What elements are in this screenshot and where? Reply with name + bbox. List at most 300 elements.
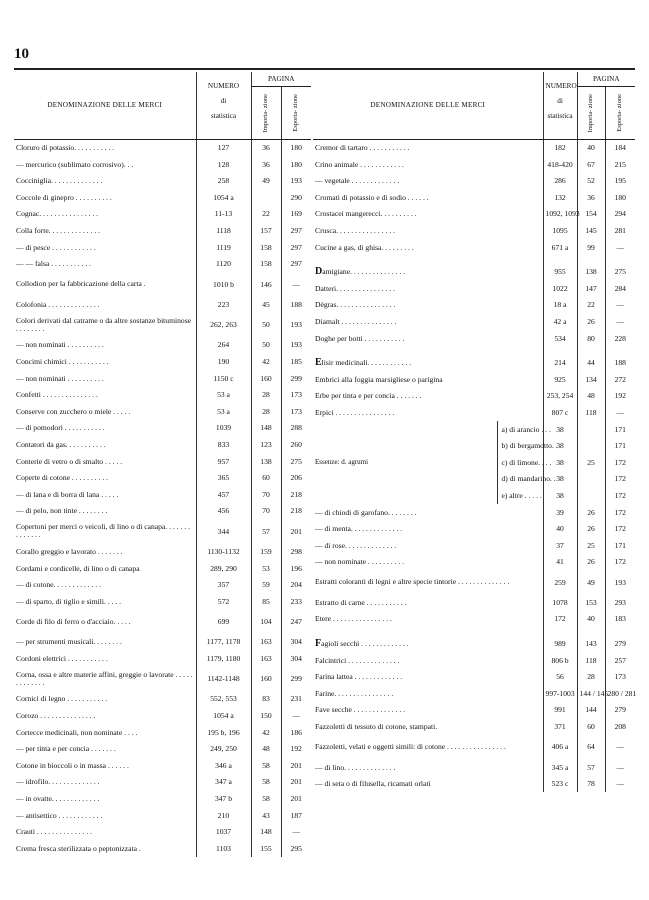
- entry-name: Crusca. . . . . . . . . . . . . . . .: [315, 226, 395, 236]
- entry-export-page: 172: [605, 487, 635, 504]
- entry-import-page: 22: [251, 206, 281, 223]
- entry-export-page: 183: [605, 611, 635, 628]
- entry-export-page: 172: [605, 471, 635, 488]
- entry-export-page: 218: [281, 503, 311, 520]
- entry-name: — non nominati . . . . . . . . . .: [16, 340, 104, 350]
- entry-export-page: 231: [281, 691, 311, 708]
- entry-import-page: 50: [251, 337, 281, 354]
- entry-number: 699: [196, 610, 251, 634]
- entry-export-page: 196: [281, 560, 311, 577]
- entry-import-page: [577, 628, 605, 636]
- entry-import-page: 160: [251, 667, 281, 691]
- table-row: [14, 256, 311, 273]
- entry-export-page: 169: [281, 206, 311, 223]
- entry-number: 195 b, 196: [196, 724, 251, 741]
- entry-import-page: 144 / 145: [577, 685, 605, 702]
- entry-export-page: 173: [605, 669, 635, 686]
- header-numero-label: NUMERO: [207, 82, 240, 90]
- entry-import-page: 52: [577, 173, 605, 190]
- entry-export-page: 247: [281, 610, 311, 634]
- table-row: [14, 650, 311, 667]
- table-row: [14, 296, 311, 313]
- header-name: DENOMINAZIONE DELLE MERCI: [313, 72, 543, 140]
- entry-import-page: 163: [251, 650, 281, 667]
- table-row: [14, 470, 311, 487]
- table-row: [313, 347, 635, 355]
- entry-name: Cromati di potassio e di sodio . . . . . .: [315, 192, 429, 202]
- entry-number: 347 a: [196, 774, 251, 791]
- entry-import-page: [577, 256, 605, 264]
- entry-number: 1039: [196, 420, 251, 437]
- entry-export-page: 218: [281, 486, 311, 503]
- entry-name: Embrici alla foggia marsigliese o parigina: [315, 374, 443, 384]
- header-importazione: Importa- zione: [251, 87, 281, 140]
- entry-name: — di lino. . . . . . . . . . . . . .: [315, 762, 396, 772]
- entry-name: Confetti . . . . . . . . . . . . . . .: [16, 390, 98, 400]
- entry-number: 262, 263: [196, 313, 251, 337]
- entry-name: — di pomodori . . . . . . . . . . .: [16, 423, 105, 433]
- entry-name: Cordoni elettrici . . . . . . . . . . .: [16, 653, 108, 663]
- entry-number: 38: [543, 471, 577, 488]
- table-row: [14, 741, 311, 758]
- entry-name: Cloruro di potassio. . . . . . . . . . .: [16, 143, 115, 153]
- entry-export-page: [605, 628, 635, 636]
- entry-export-page: 188: [281, 296, 311, 313]
- entry-number: 38: [543, 487, 577, 504]
- entry-import-page: 123: [251, 436, 281, 453]
- entry-export-page: 281: [605, 222, 635, 239]
- table-row: [313, 264, 635, 281]
- entry-name: Corozo . . . . . . . . . . . . . . .: [16, 711, 96, 721]
- entry-export-page: [605, 256, 635, 264]
- entry-name: Cocciniglia. . . . . . . . . . . . . .: [16, 176, 103, 186]
- entry-import-page: 143: [577, 636, 605, 653]
- entry-export-page: 257: [605, 652, 635, 669]
- entry-export-page: [605, 347, 635, 355]
- entry-export-page: 260: [281, 436, 311, 453]
- left-table: [14, 72, 311, 857]
- entry-import-page: 60: [251, 470, 281, 487]
- entry-name: — di menta. . . . . . . . . . . . . .: [315, 524, 403, 534]
- table-row: [14, 436, 311, 453]
- entry-export-page: 275: [281, 453, 311, 470]
- entry-name: Cornici di legno . . . . . . . . . . .: [16, 694, 108, 704]
- entry-name: Dégras. . . . . . . . . . . . . . . .: [315, 300, 396, 310]
- entry-number: 210: [196, 807, 251, 824]
- table-row: [14, 486, 311, 503]
- table-row: [313, 421, 635, 438]
- entry-import-page: 150: [251, 708, 281, 725]
- entry-export-page: —: [605, 239, 635, 256]
- entry-name: Conserve con zucchero o miele . . . . .: [16, 406, 131, 416]
- entry-name: Elisir medicinali. . . . . . . . . . . .: [315, 356, 412, 368]
- entry-number: 18 a: [543, 297, 577, 314]
- entry-name: Corallo greggio e lavorato . . . . . . .: [16, 546, 123, 556]
- entry-name: — in ovatte. . . . . . . . . . . . .: [16, 794, 100, 804]
- entry-export-page: 233: [281, 593, 311, 610]
- entry-import-page: 53: [251, 560, 281, 577]
- header-di: di: [220, 97, 227, 105]
- entry-number: 347 b: [196, 791, 251, 808]
- entry-number: 1130-1132: [196, 543, 251, 560]
- entry-name: Coccole di ginepro . . . . . . . . . .: [16, 192, 112, 202]
- entry-number: 344: [196, 519, 251, 543]
- entry-import-page: 57: [251, 519, 281, 543]
- entry-export-page: 192: [281, 741, 311, 758]
- entry-name: Crostacei mangerecci. . . . . . . . . .: [315, 209, 417, 219]
- entry-import-page: 25: [577, 537, 605, 554]
- essenze-item-name: c) di limone. . . .: [497, 454, 543, 471]
- entry-import-page: 67: [577, 156, 605, 173]
- entry-export-page: 195: [605, 173, 635, 190]
- entry-export-page: 184: [605, 140, 635, 157]
- entry-import-page: 48: [577, 388, 605, 405]
- entry-import-page: 154: [577, 206, 605, 223]
- entry-number: [543, 347, 577, 355]
- entry-name: Etere . . . . . . . . . . . . . . . .: [315, 614, 392, 624]
- entry-import-page: 42: [251, 724, 281, 741]
- entry-import-page: 158: [251, 256, 281, 273]
- table-row: [313, 313, 635, 330]
- section-initial: E: [315, 356, 322, 368]
- entry-export-page: 180: [281, 156, 311, 173]
- entry-import-page: 22: [577, 297, 605, 314]
- entry-name: Colla forte. . . . . . . . . . . . . .: [16, 226, 100, 236]
- entry-import-page: 36: [577, 189, 605, 206]
- table-row: [313, 521, 635, 538]
- entry-export-page: —: [605, 404, 635, 421]
- table-row: [313, 719, 635, 736]
- entry-number: 259: [543, 570, 577, 594]
- table-row: [313, 594, 635, 611]
- entry-export-page: 298: [281, 543, 311, 560]
- table-row: [313, 611, 635, 628]
- table-row: [313, 189, 635, 206]
- entry-import-page: 83: [251, 691, 281, 708]
- header-esportazione: Esporta- zione: [605, 87, 635, 140]
- entry-number: 38: [543, 454, 577, 471]
- entry-number: 1037: [196, 824, 251, 841]
- entry-name: Colori derivati dal catrame o da altre sostanze bituminose . . . . . . . .: [16, 315, 192, 333]
- entry-number: 671 a: [543, 239, 577, 256]
- entry-export-page: 193: [605, 570, 635, 594]
- entry-import-page: 146: [251, 272, 281, 296]
- table-row: [313, 628, 635, 636]
- entry-name: Diamalt . . . . . . . . . . . . . . .: [315, 316, 397, 326]
- entry-name: Conterie di vetro o di smalto . . . . .: [16, 456, 123, 466]
- entry-import-page: 70: [251, 503, 281, 520]
- entry-number: 572: [196, 593, 251, 610]
- entry-name: — di seta o di filusella, ricamati orlati: [315, 779, 431, 789]
- entry-export-page: 171: [605, 421, 635, 438]
- entry-name: Cotone in bioccoli o in massa . . . . . .: [16, 760, 129, 770]
- entry-import-page: 48: [251, 741, 281, 758]
- essenze-item-name: d) di mandarino. .: [497, 471, 543, 488]
- entry-export-page: 172: [605, 554, 635, 571]
- entry-export-page: 272: [605, 371, 635, 388]
- entry-name: Fazzoletti, velati e oggetti simili: di cotone . . . . . . . . . . . . . . . .: [315, 742, 506, 752]
- entry-number: 1119: [196, 239, 251, 256]
- entry-number: 128: [196, 156, 251, 173]
- section-initial: F: [315, 637, 322, 649]
- entry-export-page: 201: [281, 519, 311, 543]
- entry-number: 807 c: [543, 404, 577, 421]
- entry-number: 53 a: [196, 403, 251, 420]
- header-pagina: PAGINA: [577, 72, 635, 87]
- entry-export-page: —: [605, 313, 635, 330]
- page-number: 10: [14, 46, 29, 62]
- essenze-item-name: b) di bergamotto. .: [497, 438, 543, 455]
- entry-name: — di rose. . . . . . . . . . . . . .: [315, 540, 397, 550]
- entry-import-page: 148: [251, 420, 281, 437]
- entry-number: 253, 254: [543, 388, 577, 405]
- header-statistica: statistica: [210, 112, 237, 120]
- entry-name: Crema fresca sterilizzata o peptonizzata .: [16, 843, 141, 853]
- entry-name: — non nominati . . . . . . . . . .: [16, 373, 104, 383]
- entry-name: — di pesce . . . . . . . . . . . .: [16, 242, 96, 252]
- entry-export-page: 193: [281, 173, 311, 190]
- entry-number: 346 a: [196, 757, 251, 774]
- entry-name: — mercurico (sublimato corrosivo). . .: [16, 159, 134, 169]
- entry-export-page: 215: [605, 156, 635, 173]
- entry-number: 1177, 1178: [196, 634, 251, 651]
- entry-name: Concimi chimici . . . . . . . . . . .: [16, 356, 109, 366]
- table-row: [313, 759, 635, 776]
- entry-import-page: 28: [251, 387, 281, 404]
- entry-import-page: 64: [577, 735, 605, 759]
- entry-number: 345 a: [543, 759, 577, 776]
- entry-number: 286: [543, 173, 577, 190]
- table-row: [14, 370, 311, 387]
- entry-number: [543, 628, 577, 636]
- entry-name: Datteri. . . . . . . . . . . . . . . .: [315, 283, 395, 293]
- table-row: [313, 669, 635, 686]
- table-row: [14, 791, 311, 808]
- table-row: [14, 189, 311, 206]
- entry-name: Colofonia . . . . . . . . . . . . . .: [16, 299, 100, 309]
- entry-import-page: 58: [251, 774, 281, 791]
- entry-number: 1150 c: [196, 370, 251, 387]
- table-row: [313, 173, 635, 190]
- entry-number: 957: [196, 453, 251, 470]
- entry-name: Cremor di tartaro . . . . . . . . . . .: [315, 143, 410, 153]
- entry-name: Damigiane. . . . . . . . . . . . . . .: [315, 265, 406, 277]
- entry-import-page: 99: [577, 239, 605, 256]
- table-row: [313, 636, 635, 653]
- table-row: [14, 543, 311, 560]
- table-row: [14, 353, 311, 370]
- entry-import-page: 153: [577, 594, 605, 611]
- entry-import-page: 50: [251, 313, 281, 337]
- entry-export-page: 299: [281, 667, 311, 691]
- table-row: [14, 140, 311, 157]
- entry-import-page: 40: [577, 140, 605, 157]
- entry-export-page: 294: [605, 206, 635, 223]
- entry-import-page: 70: [251, 486, 281, 503]
- entry-name: Copertoni per merci o veicoli, di lino o di canapa. . . . . . . . . . . . . .: [16, 522, 190, 540]
- section-initial: D: [315, 265, 323, 277]
- table-row: [14, 222, 311, 239]
- table-row: [313, 504, 635, 521]
- header-esportazione: Esporta- zione: [281, 87, 311, 140]
- entry-export-page: —: [281, 708, 311, 725]
- entry-export-page: 279: [605, 636, 635, 653]
- entry-name: Erbe per tinta e per concia . . . . . . .: [315, 391, 422, 401]
- entry-name: — idrofilo. . . . . . . . . . . . . .: [16, 777, 100, 787]
- essenze-item-name: e) altre . . . . .: [497, 487, 543, 504]
- entry-import-page: 45: [251, 296, 281, 313]
- entry-export-page: 284: [605, 280, 635, 297]
- entry-export-page: 290: [281, 189, 311, 206]
- entry-export-page: 172: [605, 521, 635, 538]
- entry-number: 989: [543, 636, 577, 653]
- table-row: [313, 140, 635, 157]
- entry-number: 1118: [196, 222, 251, 239]
- entry-import-page: 26: [577, 313, 605, 330]
- entry-import-page: 42: [251, 353, 281, 370]
- entry-name: — per strumenti musicali. . . . . . . .: [16, 637, 122, 647]
- table-row: [313, 652, 635, 669]
- table-row: [14, 757, 311, 774]
- table-row: [14, 453, 311, 470]
- table-row: [313, 222, 635, 239]
- entry-name: [313, 347, 543, 355]
- entry-number: 132: [543, 189, 577, 206]
- table-row: [14, 239, 311, 256]
- entry-name: Estratto di carne . . . . . . . . . . .: [315, 597, 407, 607]
- entry-number: 1095: [543, 222, 577, 239]
- entry-import-page: 26: [577, 554, 605, 571]
- entry-number: 37: [543, 537, 577, 554]
- table-row: [14, 824, 311, 841]
- entry-number: 1179, 1180: [196, 650, 251, 667]
- entry-name: — per tinta e per concia . . . . . . .: [16, 744, 116, 754]
- entry-export-page: 187: [281, 807, 311, 824]
- table-row: [14, 708, 311, 725]
- table-row: [313, 239, 635, 256]
- entry-name: [313, 628, 543, 636]
- table-row: [14, 156, 311, 173]
- entry-import-page: 28: [251, 403, 281, 420]
- entry-export-page: 280 / 281: [605, 685, 635, 702]
- entry-name: Cordami e cordicelle, di lino o di canapa: [16, 563, 140, 573]
- entry-import-page: 28: [577, 669, 605, 686]
- entry-number: 258: [196, 173, 251, 190]
- entry-export-page: 288: [281, 420, 311, 437]
- table-row: [313, 280, 635, 297]
- entry-number: 172: [543, 611, 577, 628]
- entry-import-page: [251, 189, 281, 206]
- entry-name: Crino animale . . . . . . . . . . . .: [315, 159, 404, 169]
- entry-name: Erpici . . . . . . . . . . . . . . . .: [315, 407, 395, 417]
- entry-number: 264: [196, 337, 251, 354]
- entry-number: 1078: [543, 594, 577, 611]
- entry-number: 552, 553: [196, 691, 251, 708]
- entry-name: Doghe per botti . . . . . . . . . . .: [315, 333, 405, 343]
- table-row: [14, 593, 311, 610]
- entry-number: 1103: [196, 840, 251, 857]
- entry-number: 38: [543, 438, 577, 455]
- entry-import-page: 157: [251, 222, 281, 239]
- entry-export-page: 297: [281, 239, 311, 256]
- table-row: [313, 570, 635, 594]
- right-table: [313, 72, 635, 792]
- entry-number: 997-1003: [543, 685, 577, 702]
- entry-export-page: —: [605, 759, 635, 776]
- entry-number: 1054 a: [196, 708, 251, 725]
- entry-import-page: 148: [251, 824, 281, 841]
- table-row: [313, 537, 635, 554]
- entry-export-page: 193: [281, 313, 311, 337]
- entry-import-page: 155: [251, 840, 281, 857]
- entry-import-page: [577, 347, 605, 355]
- entry-number: 249, 250: [196, 741, 251, 758]
- entry-import-page: 118: [577, 404, 605, 421]
- entry-name: Fazzoletti di tessuto di cotone, stampati.: [315, 722, 438, 732]
- entry-number: 56: [543, 669, 577, 686]
- header-statistica: statistica: [547, 112, 573, 120]
- entry-import-page: 147: [577, 280, 605, 297]
- table-row: [14, 387, 311, 404]
- entry-export-page: —: [605, 297, 635, 314]
- entry-import-page: 58: [251, 791, 281, 808]
- table-row: [14, 173, 311, 190]
- entry-export-page: 275: [605, 264, 635, 281]
- entry-export-page: 204: [281, 577, 311, 594]
- entry-export-page: 206: [281, 470, 311, 487]
- table-row: [14, 206, 311, 223]
- entry-export-page: 208: [605, 719, 635, 736]
- table-row: [14, 724, 311, 741]
- table-row: [14, 337, 311, 354]
- table-row: [313, 330, 635, 347]
- entry-number: 1092, 1093: [543, 206, 577, 223]
- entry-name: Estratti coloranti di legni e altre specie tintorie . . . . . . . . . . . . . .: [315, 577, 510, 587]
- entry-export-page: —: [281, 272, 311, 296]
- entry-export-page: 293: [605, 594, 635, 611]
- table-row: [14, 519, 311, 543]
- entry-number: 406 a: [543, 735, 577, 759]
- entry-name: — — falsa . . . . . . . . . . .: [16, 259, 92, 269]
- entry-number: 365: [196, 470, 251, 487]
- entry-import-page: 159: [251, 543, 281, 560]
- entry-name: — di chiodi di garofano. . . . . . . .: [315, 507, 417, 517]
- entry-name: Corde di filo di ferro o d'acciaio. . . . .: [16, 616, 131, 626]
- entry-export-page: 173: [281, 387, 311, 404]
- table-row: [14, 774, 311, 791]
- entry-import-page: 138: [577, 264, 605, 281]
- entry-number: 289, 290: [196, 560, 251, 577]
- table-row: [14, 577, 311, 594]
- entry-name: — di pelo, non tinte . . . . . . . .: [16, 506, 108, 516]
- table-row: [14, 840, 311, 857]
- table-row: [14, 313, 311, 337]
- entry-name: — antisettico . . . . . . . . . . . .: [16, 810, 103, 820]
- entry-export-page: 171: [605, 537, 635, 554]
- table-row: [313, 554, 635, 571]
- table-row: [313, 776, 635, 793]
- table-row: [313, 404, 635, 421]
- entry-import-page: 104: [251, 610, 281, 634]
- entry-import-page: 49: [577, 570, 605, 594]
- table-row: [14, 272, 311, 296]
- entry-export-page: —: [605, 776, 635, 793]
- entry-export-page: 228: [605, 330, 635, 347]
- entry-export-page: —: [605, 735, 635, 759]
- header-numero: [196, 72, 251, 140]
- entry-number: 955: [543, 264, 577, 281]
- table-row: [14, 420, 311, 437]
